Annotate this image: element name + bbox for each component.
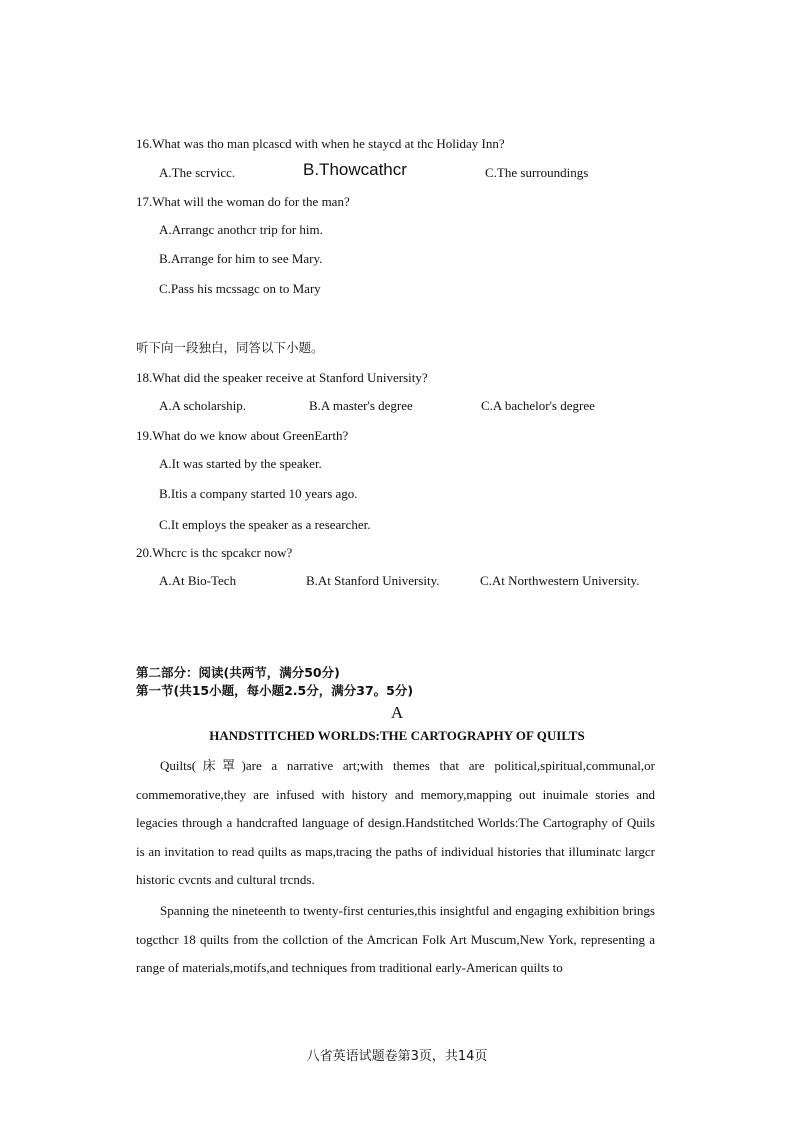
section-one-heading: 第一节(共15小题，每小题2.5分，满分37。5分) bbox=[136, 683, 414, 698]
passage-letter: A bbox=[390, 703, 404, 722]
question-20-stem: 20.Whcrc is thc spcakcr now? bbox=[136, 545, 293, 560]
question-16-option-b: B.Thowcathcr bbox=[303, 160, 407, 179]
page-footer: 八省英语试题卷第3页，共14页 bbox=[306, 1049, 488, 1064]
section-instruction: 听下向一段独白，同答以下小题。 bbox=[136, 340, 324, 355]
question-16-stem: 16.What was tho man plcascd with when he staycd at thc Holiday Inn? bbox=[136, 136, 505, 151]
passage-paragraph-1: Quilts(床罩)are a narrative art;with themes that are political,spiritual,communal,or commemorative,they are infused with history and memory,mapping out inuimale stories and legacies through a handcrafted language of design.Handstitched Worlds:The Cartography of Quils is an invitation to read quilts as maps,tracing the paths of individual histories that illuminatc largcr historic cvcnts and cultural trcnds. bbox=[136, 758, 655, 887]
part-two-heading: 第二部分：阅读(共两节，满分50分) bbox=[136, 665, 340, 680]
question-20-option-b: B.At Stanford University. bbox=[306, 573, 440, 588]
question-20-option-c: C.At Northwestern University. bbox=[480, 573, 640, 588]
question-19-option-c: C.It employs the speaker as a researcher. bbox=[159, 517, 371, 532]
question-17-option-c: C.Pass his mcssagc on to Mary bbox=[159, 281, 321, 296]
question-16-option-a: A.The scrvicc. bbox=[159, 165, 236, 180]
passage-paragraph-2: Spanning the nineteenth to twenty-first centuries,this insightful and engaging exhibition brings togcthcr 18 quilts from the collction of the Amcrican Folk Art Muscum,New York, representing a range of materials,motifs,and techniques from traditional early-American quilts to bbox=[136, 903, 655, 975]
question-19-option-b: B.Itis a company started 10 years ago. bbox=[159, 486, 358, 501]
question-18-option-a: A.A scholarship. bbox=[159, 398, 247, 413]
question-19-option-a: A.It was started by the speaker. bbox=[159, 456, 322, 471]
question-18-option-c: C.A bachelor's degree bbox=[481, 398, 595, 413]
question-17-option-a: A.Arrangc anothcr trip for him. bbox=[159, 222, 323, 237]
passage-title: HANDSTITCHED WORLDS:THE CARTOGRAPHY OF QUILTS bbox=[209, 728, 585, 743]
question-18-stem: 18.What did the speaker receive at Stanford University? bbox=[136, 370, 428, 385]
question-20-option-a: A.At Bio-Tech bbox=[159, 573, 237, 588]
question-18-option-b: B.A master's degree bbox=[309, 398, 413, 413]
question-19-stem: 19.What do we know about GreenEarth? bbox=[136, 428, 349, 443]
question-17-stem: 17.What will the woman do for the man? bbox=[136, 194, 350, 209]
question-16-option-c: C.The surroundings bbox=[485, 165, 589, 180]
question-17-option-b: B.Arrange for him to see Mary. bbox=[159, 251, 323, 266]
